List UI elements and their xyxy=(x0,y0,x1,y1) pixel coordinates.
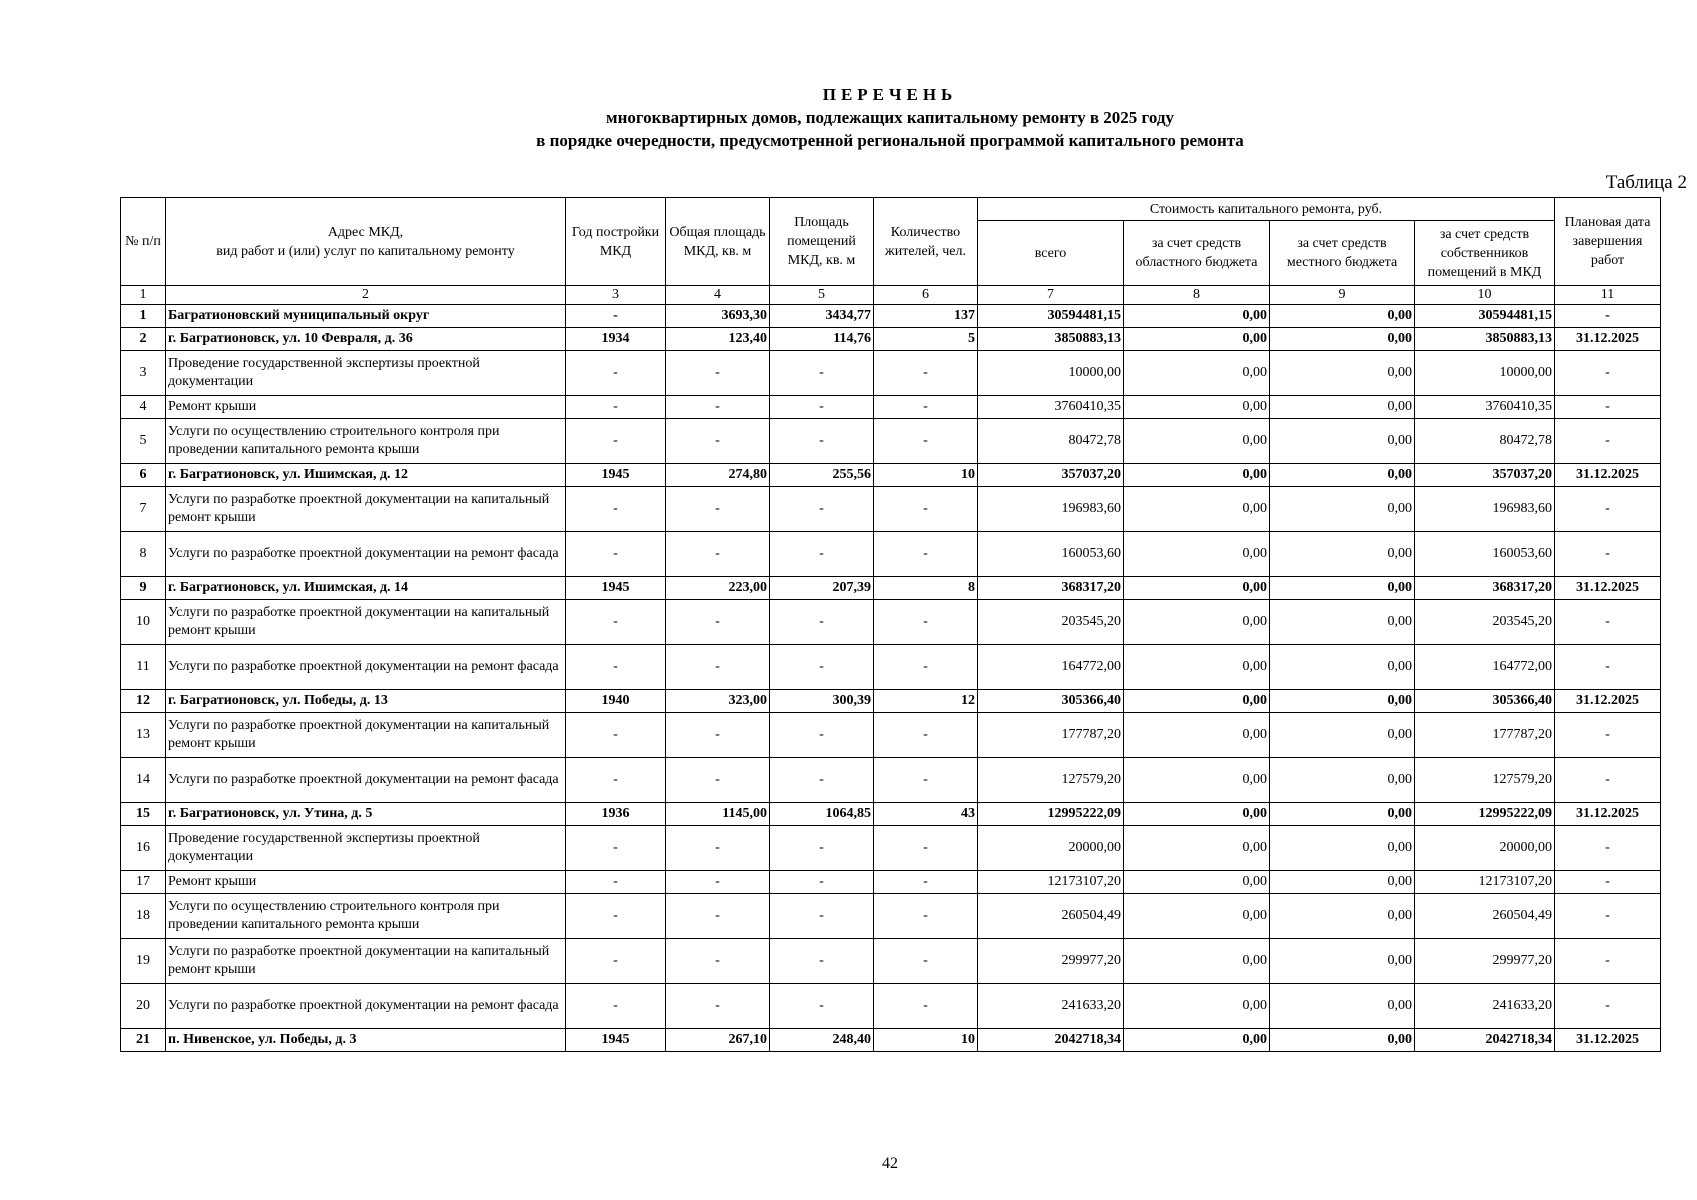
row-planned-date: 31.12.2025 xyxy=(1555,1029,1661,1052)
row-cost-regional: 0,00 xyxy=(1124,690,1270,713)
row-cost-total: 30594481,15 xyxy=(978,305,1124,328)
row-cost-local: 0,00 xyxy=(1270,305,1415,328)
row-cost-local: 0,00 xyxy=(1270,464,1415,487)
row-planned-date: - xyxy=(1555,532,1661,577)
row-cost-regional: 0,00 xyxy=(1124,645,1270,690)
row-number: 18 xyxy=(121,894,166,939)
row-planned-date: - xyxy=(1555,396,1661,419)
column-number: 8 xyxy=(1124,286,1270,305)
row-residents: - xyxy=(874,826,978,871)
row-total-area: - xyxy=(666,351,770,396)
row-number: 5 xyxy=(121,419,166,464)
row-name: Багратионовский муниципальный округ xyxy=(166,305,566,328)
table-row xyxy=(121,464,1661,487)
row-premises-area: - xyxy=(770,645,874,690)
row-cost-owners: 10000,00 xyxy=(1415,351,1555,396)
row-cost-total: 12995222,09 xyxy=(978,803,1124,826)
row-year: 1936 xyxy=(566,803,666,826)
table-row xyxy=(121,713,1661,758)
row-cost-total: 260504,49 xyxy=(978,894,1124,939)
row-cost-total: 357037,20 xyxy=(978,464,1124,487)
row-cost-total: 20000,00 xyxy=(978,826,1124,871)
column-number: 6 xyxy=(874,286,978,305)
row-name: Услуги по разработке проектной документации на капитальный ремонт крыши xyxy=(166,939,566,984)
row-residents: - xyxy=(874,984,978,1029)
header-cost-local: за счет средств местного бюджета xyxy=(1270,221,1415,286)
row-year: 1945 xyxy=(566,577,666,600)
table-row xyxy=(121,894,1661,939)
row-total-area: 123,40 xyxy=(666,328,770,351)
row-planned-date: 31.12.2025 xyxy=(1555,690,1661,713)
row-total-area: 323,00 xyxy=(666,690,770,713)
table-row xyxy=(121,328,1661,351)
row-cost-owners: 196983,60 xyxy=(1415,487,1555,532)
header-num: № п/п xyxy=(121,198,166,286)
row-cost-owners: 305366,40 xyxy=(1415,690,1555,713)
column-number: 2 xyxy=(166,286,566,305)
row-number: 19 xyxy=(121,939,166,984)
row-cost-owners: 20000,00 xyxy=(1415,826,1555,871)
row-residents: - xyxy=(874,532,978,577)
table-row xyxy=(121,305,1661,328)
header-residents: Количество жителей, чел. xyxy=(874,198,978,286)
row-name: г. Багратионовск, ул. Ишимская, д. 14 xyxy=(166,577,566,600)
row-premises-area: - xyxy=(770,713,874,758)
row-name: г. Багратионовск, ул. Победы, д. 13 xyxy=(166,690,566,713)
row-name: Услуги по разработке проектной документации на ремонт фасада xyxy=(166,645,566,690)
row-year: - xyxy=(566,939,666,984)
table-row xyxy=(121,577,1661,600)
row-number: 10 xyxy=(121,600,166,645)
row-year: - xyxy=(566,351,666,396)
row-cost-regional: 0,00 xyxy=(1124,577,1270,600)
table-row xyxy=(121,532,1661,577)
row-name: Услуги по разработке проектной документации на ремонт фасада xyxy=(166,758,566,803)
row-number: 17 xyxy=(121,871,166,894)
row-number: 14 xyxy=(121,758,166,803)
row-total-area: - xyxy=(666,984,770,1029)
row-cost-owners: 3760410,35 xyxy=(1415,396,1555,419)
row-planned-date: 31.12.2025 xyxy=(1555,328,1661,351)
row-cost-total: 160053,60 xyxy=(978,532,1124,577)
row-cost-owners: 203545,20 xyxy=(1415,600,1555,645)
row-cost-local: 0,00 xyxy=(1270,939,1415,984)
row-name: Проведение государственной экспертизы проектной документации xyxy=(166,826,566,871)
row-cost-local: 0,00 xyxy=(1270,600,1415,645)
row-premises-area: 255,56 xyxy=(770,464,874,487)
row-number: 11 xyxy=(121,645,166,690)
row-number: 15 xyxy=(121,803,166,826)
row-residents: - xyxy=(874,645,978,690)
row-cost-owners: 12995222,09 xyxy=(1415,803,1555,826)
header-total-area: Общая площадь МКД, кв. м xyxy=(666,198,770,286)
row-residents: - xyxy=(874,939,978,984)
row-year: - xyxy=(566,419,666,464)
row-planned-date: - xyxy=(1555,305,1661,328)
row-name: Услуги по осуществлению строительного контроля при проведении капитального ремонта крыши xyxy=(166,419,566,464)
row-residents: 5 xyxy=(874,328,978,351)
row-year: - xyxy=(566,645,666,690)
row-cost-regional: 0,00 xyxy=(1124,939,1270,984)
row-total-area: - xyxy=(666,487,770,532)
row-cost-regional: 0,00 xyxy=(1124,305,1270,328)
row-residents: - xyxy=(874,713,978,758)
row-cost-owners: 12173107,20 xyxy=(1415,871,1555,894)
table-row xyxy=(121,826,1661,871)
row-residents: - xyxy=(874,871,978,894)
row-number: 3 xyxy=(121,351,166,396)
row-number: 12 xyxy=(121,690,166,713)
table-label: Таблица 2 xyxy=(1605,172,1687,193)
row-cost-regional: 0,00 xyxy=(1124,487,1270,532)
column-number: 10 xyxy=(1415,286,1555,305)
row-residents: 137 xyxy=(874,305,978,328)
row-cost-owners: 368317,20 xyxy=(1415,577,1555,600)
page-number: 42 xyxy=(882,1155,898,1172)
row-number: 21 xyxy=(121,1029,166,1052)
row-total-area: - xyxy=(666,871,770,894)
column-number: 5 xyxy=(770,286,874,305)
row-premises-area: 114,76 xyxy=(770,328,874,351)
row-premises-area: 3434,77 xyxy=(770,305,874,328)
row-planned-date: - xyxy=(1555,758,1661,803)
row-cost-local: 0,00 xyxy=(1270,894,1415,939)
title-line-2: в порядке очередности, предусмотренной региональной программой капитального ремонта xyxy=(536,131,1244,150)
row-premises-area: 1064,85 xyxy=(770,803,874,826)
row-premises-area: - xyxy=(770,871,874,894)
row-residents: - xyxy=(874,396,978,419)
row-premises-area: - xyxy=(770,532,874,577)
row-year: 1945 xyxy=(566,1029,666,1052)
row-planned-date: 31.12.2025 xyxy=(1555,577,1661,600)
row-name: Услуги по разработке проектной документации на ремонт фасада xyxy=(166,984,566,1029)
header-premises-area: Площадь помещений МКД, кв. м xyxy=(770,198,874,286)
row-planned-date: - xyxy=(1555,894,1661,939)
row-planned-date: - xyxy=(1555,645,1661,690)
row-number: 9 xyxy=(121,577,166,600)
row-residents: - xyxy=(874,351,978,396)
row-planned-date: - xyxy=(1555,351,1661,396)
row-cost-regional: 0,00 xyxy=(1124,871,1270,894)
row-total-area: - xyxy=(666,894,770,939)
row-cost-local: 0,00 xyxy=(1270,826,1415,871)
row-cost-total: 127579,20 xyxy=(978,758,1124,803)
row-year: - xyxy=(566,487,666,532)
column-number: 4 xyxy=(666,286,770,305)
row-cost-local: 0,00 xyxy=(1270,690,1415,713)
row-cost-total: 177787,20 xyxy=(978,713,1124,758)
row-total-area: - xyxy=(666,419,770,464)
table-row xyxy=(121,690,1661,713)
row-cost-owners: 127579,20 xyxy=(1415,758,1555,803)
table-row xyxy=(121,645,1661,690)
row-residents: 8 xyxy=(874,577,978,600)
row-cost-total: 368317,20 xyxy=(978,577,1124,600)
row-premises-area: - xyxy=(770,396,874,419)
row-cost-total: 3850883,13 xyxy=(978,328,1124,351)
row-number: 20 xyxy=(121,984,166,1029)
row-cost-regional: 0,00 xyxy=(1124,1029,1270,1052)
repair-table xyxy=(120,197,1661,1052)
row-year: - xyxy=(566,532,666,577)
row-planned-date: 31.12.2025 xyxy=(1555,464,1661,487)
row-cost-owners: 260504,49 xyxy=(1415,894,1555,939)
row-cost-total: 299977,20 xyxy=(978,939,1124,984)
row-cost-total: 12173107,20 xyxy=(978,871,1124,894)
row-year: - xyxy=(566,984,666,1029)
row-premises-area: - xyxy=(770,826,874,871)
row-cost-local: 0,00 xyxy=(1270,713,1415,758)
row-cost-total: 203545,20 xyxy=(978,600,1124,645)
row-cost-local: 0,00 xyxy=(1270,419,1415,464)
row-planned-date: - xyxy=(1555,600,1661,645)
row-number: 16 xyxy=(121,826,166,871)
row-cost-regional: 0,00 xyxy=(1124,532,1270,577)
row-cost-local: 0,00 xyxy=(1270,532,1415,577)
row-number: 13 xyxy=(121,713,166,758)
row-premises-area: - xyxy=(770,894,874,939)
row-cost-local: 0,00 xyxy=(1270,871,1415,894)
row-total-area: - xyxy=(666,713,770,758)
row-total-area: 3693,30 xyxy=(666,305,770,328)
row-name: г. Багратионовск, ул. Ишимская, д. 12 xyxy=(166,464,566,487)
header-cost-owners: за счет средств собственников помещений в МКД xyxy=(1415,221,1555,286)
table-row xyxy=(121,1029,1661,1052)
row-cost-owners: 357037,20 xyxy=(1415,464,1555,487)
row-year: - xyxy=(566,826,666,871)
row-cost-regional: 0,00 xyxy=(1124,328,1270,351)
header-cost-regional: за счет средств областного бюджета xyxy=(1124,221,1270,286)
row-planned-date: - xyxy=(1555,939,1661,984)
row-cost-regional: 0,00 xyxy=(1124,713,1270,758)
row-residents: - xyxy=(874,758,978,803)
table-row xyxy=(121,871,1661,894)
row-cost-local: 0,00 xyxy=(1270,351,1415,396)
row-year: - xyxy=(566,305,666,328)
header-year: Год постройки МКД xyxy=(566,198,666,286)
row-name: Услуги по разработке проектной документации на капитальный ремонт крыши xyxy=(166,487,566,532)
row-residents: - xyxy=(874,600,978,645)
table-row xyxy=(121,396,1661,419)
row-planned-date: - xyxy=(1555,984,1661,1029)
row-cost-owners: 241633,20 xyxy=(1415,984,1555,1029)
row-year: - xyxy=(566,600,666,645)
row-residents: - xyxy=(874,419,978,464)
row-residents: - xyxy=(874,487,978,532)
row-cost-regional: 0,00 xyxy=(1124,758,1270,803)
row-planned-date: - xyxy=(1555,419,1661,464)
row-premises-area: - xyxy=(770,939,874,984)
table-row xyxy=(121,351,1661,396)
row-cost-regional: 0,00 xyxy=(1124,464,1270,487)
row-total-area: 1145,00 xyxy=(666,803,770,826)
row-premises-area: - xyxy=(770,487,874,532)
table-row xyxy=(121,600,1661,645)
header-planned-date: Плановая дата завершения работ xyxy=(1555,198,1661,286)
row-cost-regional: 0,00 xyxy=(1124,826,1270,871)
row-cost-regional: 0,00 xyxy=(1124,351,1270,396)
row-cost-local: 0,00 xyxy=(1270,487,1415,532)
row-number: 2 xyxy=(121,328,166,351)
row-year: 1945 xyxy=(566,464,666,487)
row-cost-owners: 160053,60 xyxy=(1415,532,1555,577)
row-premises-area: - xyxy=(770,758,874,803)
row-cost-local: 0,00 xyxy=(1270,803,1415,826)
row-cost-owners: 2042718,34 xyxy=(1415,1029,1555,1052)
row-cost-regional: 0,00 xyxy=(1124,396,1270,419)
row-total-area: - xyxy=(666,532,770,577)
row-cost-total: 2042718,34 xyxy=(978,1029,1124,1052)
title-main: ПЕРЕЧЕНЬ xyxy=(822,85,958,104)
row-premises-area: - xyxy=(770,351,874,396)
row-premises-area: 207,39 xyxy=(770,577,874,600)
row-name: Ремонт крыши xyxy=(166,396,566,419)
row-year: - xyxy=(566,758,666,803)
row-planned-date: - xyxy=(1555,826,1661,871)
document-title xyxy=(0,84,1697,152)
row-cost-total: 164772,00 xyxy=(978,645,1124,690)
row-cost-regional: 0,00 xyxy=(1124,894,1270,939)
row-residents: 10 xyxy=(874,464,978,487)
row-cost-total: 10000,00 xyxy=(978,351,1124,396)
row-name: г. Багратионовск, ул. 10 Февраля, д. 36 xyxy=(166,328,566,351)
column-number: 9 xyxy=(1270,286,1415,305)
table-row xyxy=(121,487,1661,532)
row-name: Услуги по разработке проектной документации на капитальный ремонт крыши xyxy=(166,600,566,645)
row-planned-date: - xyxy=(1555,871,1661,894)
table-row xyxy=(121,939,1661,984)
row-name: Услуги по осуществлению строительного контроля при проведении капитального ремонта крыши xyxy=(166,894,566,939)
row-premises-area: - xyxy=(770,600,874,645)
row-cost-total: 241633,20 xyxy=(978,984,1124,1029)
row-cost-owners: 164772,00 xyxy=(1415,645,1555,690)
row-cost-owners: 80472,78 xyxy=(1415,419,1555,464)
row-cost-total: 305366,40 xyxy=(978,690,1124,713)
row-residents: 10 xyxy=(874,1029,978,1052)
table-row xyxy=(121,984,1661,1029)
row-total-area: - xyxy=(666,600,770,645)
row-cost-total: 3760410,35 xyxy=(978,396,1124,419)
row-premises-area: 300,39 xyxy=(770,690,874,713)
header-cost-total: всего xyxy=(978,221,1124,286)
row-cost-regional: 0,00 xyxy=(1124,984,1270,1029)
row-name: Услуги по разработке проектной документации на ремонт фасада xyxy=(166,532,566,577)
row-name: п. Нивенское, ул. Победы, д. 3 xyxy=(166,1029,566,1052)
row-number: 6 xyxy=(121,464,166,487)
row-cost-owners: 30594481,15 xyxy=(1415,305,1555,328)
row-year: - xyxy=(566,396,666,419)
row-total-area: - xyxy=(666,758,770,803)
table-row xyxy=(121,419,1661,464)
row-year: - xyxy=(566,713,666,758)
row-residents: 12 xyxy=(874,690,978,713)
table-row xyxy=(121,758,1661,803)
row-premises-area: 248,40 xyxy=(770,1029,874,1052)
row-cost-local: 0,00 xyxy=(1270,577,1415,600)
row-cost-local: 0,00 xyxy=(1270,984,1415,1029)
row-cost-regional: 0,00 xyxy=(1124,419,1270,464)
column-number: 7 xyxy=(978,286,1124,305)
row-cost-total: 80472,78 xyxy=(978,419,1124,464)
row-cost-local: 0,00 xyxy=(1270,645,1415,690)
row-cost-regional: 0,00 xyxy=(1124,803,1270,826)
row-total-area: 274,80 xyxy=(666,464,770,487)
column-number: 3 xyxy=(566,286,666,305)
row-cost-local: 0,00 xyxy=(1270,1029,1415,1052)
row-name: Проведение государственной экспертизы проектной документации xyxy=(166,351,566,396)
row-total-area: - xyxy=(666,645,770,690)
row-cost-owners: 177787,20 xyxy=(1415,713,1555,758)
row-number: 7 xyxy=(121,487,166,532)
row-year: 1940 xyxy=(566,690,666,713)
row-premises-area: - xyxy=(770,984,874,1029)
row-total-area: - xyxy=(666,939,770,984)
row-total-area: 267,10 xyxy=(666,1029,770,1052)
row-cost-local: 0,00 xyxy=(1270,396,1415,419)
row-cost-local: 0,00 xyxy=(1270,328,1415,351)
column-number-row xyxy=(121,286,1661,305)
row-planned-date: - xyxy=(1555,713,1661,758)
row-name: Услуги по разработке проектной документации на капитальный ремонт крыши xyxy=(166,713,566,758)
row-number: 4 xyxy=(121,396,166,419)
row-planned-date: 31.12.2025 xyxy=(1555,803,1661,826)
row-year: - xyxy=(566,871,666,894)
row-name: Ремонт крыши xyxy=(166,871,566,894)
row-total-area: - xyxy=(666,396,770,419)
row-cost-total: 196983,60 xyxy=(978,487,1124,532)
column-number: 1 xyxy=(121,286,166,305)
row-cost-owners: 3850883,13 xyxy=(1415,328,1555,351)
row-cost-local: 0,00 xyxy=(1270,758,1415,803)
row-total-area: 223,00 xyxy=(666,577,770,600)
row-number: 1 xyxy=(121,305,166,328)
column-number: 11 xyxy=(1555,286,1661,305)
row-cost-owners: 299977,20 xyxy=(1415,939,1555,984)
row-planned-date: - xyxy=(1555,487,1661,532)
row-cost-regional: 0,00 xyxy=(1124,600,1270,645)
row-number: 8 xyxy=(121,532,166,577)
row-name: г. Багратионовск, ул. Утина, д. 5 xyxy=(166,803,566,826)
row-premises-area: - xyxy=(770,419,874,464)
header-cost-group: Стоимость капитального ремонта, руб. xyxy=(978,198,1555,221)
row-residents: - xyxy=(874,894,978,939)
row-year: - xyxy=(566,894,666,939)
title-line-1: многоквартирных домов, подлежащих капитальному ремонту в 2025 году xyxy=(606,108,1174,127)
table-row xyxy=(121,803,1661,826)
row-residents: 43 xyxy=(874,803,978,826)
header-address: Адрес МКД, вид работ и (или) услуг по капитальному ремонту xyxy=(166,198,566,286)
row-year: 1934 xyxy=(566,328,666,351)
row-total-area: - xyxy=(666,826,770,871)
